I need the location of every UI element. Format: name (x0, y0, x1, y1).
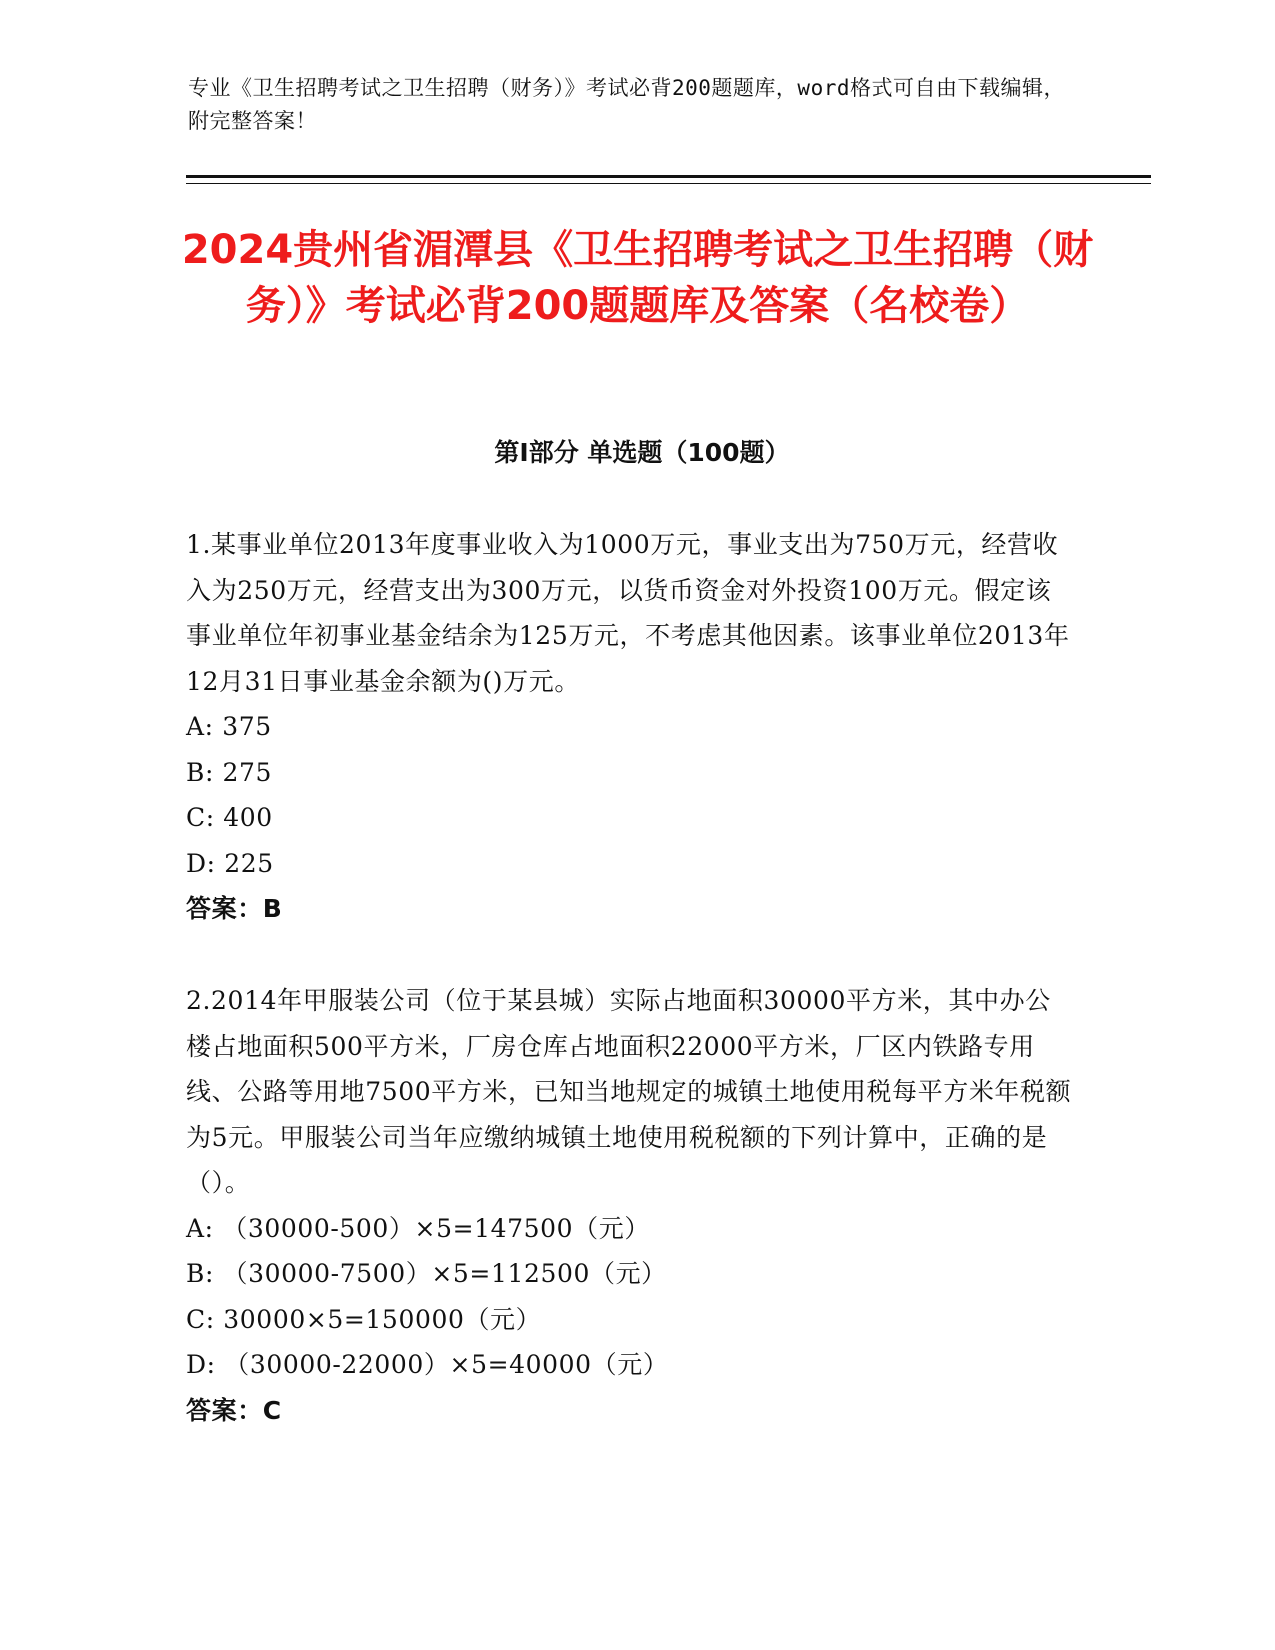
question-text: 1.某事业单位2013年度事业收入为1000万元，事业支出为750万元，经营收入为250万元，经营支出为300万元，以货币资金对外投资100万元。假定该事业单位年初事业基金结余为125万元，不考虑其他因素。该事业单位2013年12月31日事业基金余额为()万元。 (186, 530, 1070, 696)
answer-label: 答案：C (186, 1395, 282, 1425)
option-c: C: 30000×5=150000（元） (186, 1304, 542, 1334)
option-d: D: 225 (186, 848, 274, 878)
question-block (186, 978, 1076, 1433)
option-c: C: 400 (186, 803, 273, 832)
option-a: A: 375 (186, 712, 272, 741)
option-a: A: （30000-500）×5=147500（元） (186, 1213, 650, 1243)
header-note: 专业《卫生招聘考试之卫生招聘（财务）》考试必背200题题库，word格式可自由下载编辑，附完整答案！ (188, 76, 1065, 133)
answer-label: 答案：B (186, 894, 283, 923)
option-d: D: （30000-22000）×5=40000（元） (186, 1350, 669, 1379)
question-text: 2.2014年甲服装公司（位于某县城）实际占地面积30000平方米，其中办公楼占地面积500平方米，厂房仓库占地面积22000平方米，厂区内铁路专用线、公路等用地7500平方米，已知当地规定的城镇土地使用税每平方米年税额为5元。甲服装公司当年应缴纳城镇土地使用税税额的下列计算中，正确的是（）。 (186, 986, 1072, 1197)
header-divider-thick (186, 175, 1151, 178)
question-block (186, 522, 1076, 932)
document-title: 2024贵州省湄潭县《卫生招聘考试之卫生招聘（财务）》考试必背200题题库及答案（名校卷） (181, 227, 1094, 329)
option-b: B: （30000-7500）×5=112500（元） (186, 1259, 667, 1288)
section-title: 第I部分 单选题（100题） (494, 438, 790, 467)
option-b: B: 275 (186, 757, 273, 787)
header-divider-thin (186, 183, 1151, 184)
